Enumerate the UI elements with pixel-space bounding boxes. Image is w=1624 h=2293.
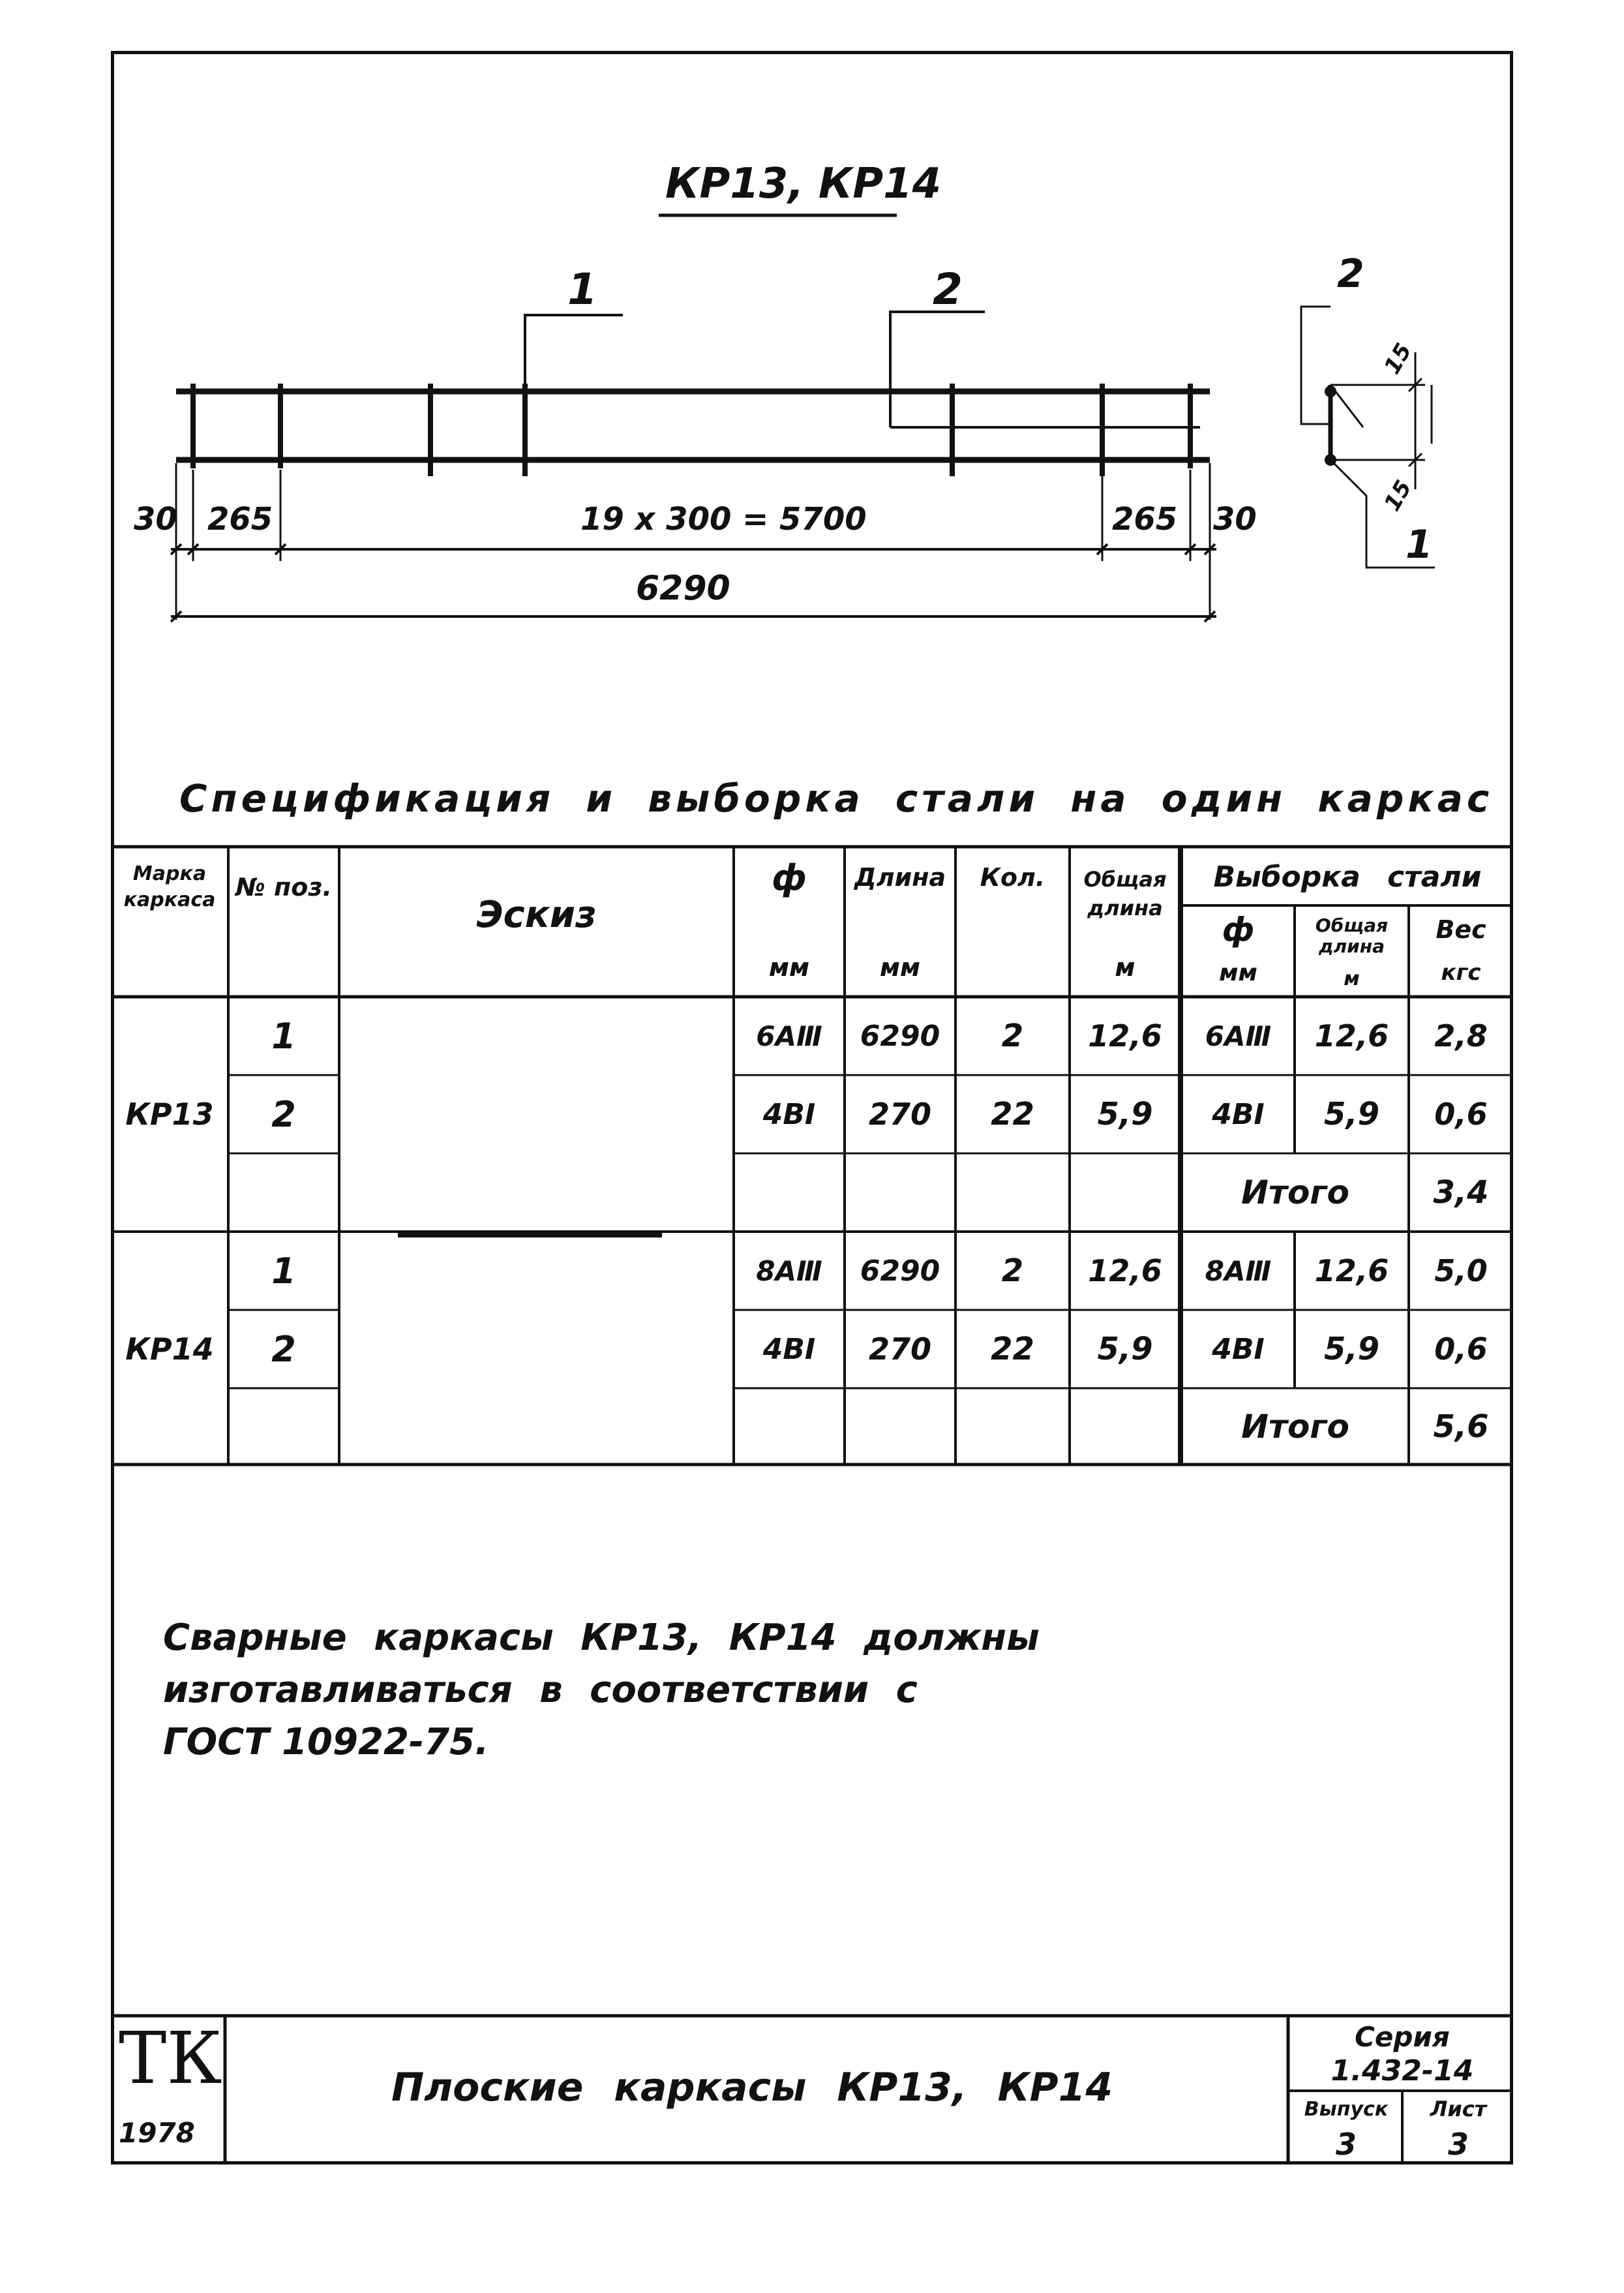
issue-label: Выпуск	[1304, 2097, 1389, 2121]
header-pos: № поз.	[235, 873, 332, 902]
kr14-row1-weight: 5,0	[1434, 1253, 1488, 1288]
dimension-30-left: 30	[134, 501, 177, 538]
dimension-265-left: 265	[207, 501, 273, 538]
section-dimension-15-bottom: 15	[1379, 476, 1417, 516]
kr14-row1-sel-d: 8АⅢ	[1205, 1254, 1272, 1287]
kr13-row2-pos: 2	[271, 1093, 296, 1135]
kr14-row1-len: 6290	[860, 1254, 940, 1288]
kr13-row2-d: 4ВI	[762, 1097, 816, 1131]
series-label: Серия	[1355, 2021, 1450, 2053]
kr14-row1-total: 12,6	[1088, 1253, 1162, 1288]
kr14-row2-sel-total: 5,9	[1323, 1331, 1380, 1367]
dimension-middle: 19 x 300 = 5700	[580, 501, 867, 538]
callout-1-leader	[525, 315, 623, 391]
section-dimension-15-top: 15	[1379, 339, 1417, 379]
kr13-row2-qty: 22	[991, 1096, 1034, 1132]
kr14-total-weight: 5,6	[1433, 1408, 1489, 1445]
header-sketch: Эскиз	[476, 894, 597, 936]
sheet-title: Плоские каркасы КР13, КР14	[391, 2065, 1113, 2110]
kr14-row1-qty: 2	[1001, 1253, 1024, 1289]
callout-2-leader	[890, 312, 985, 427]
kr13-row1-sel-d: 6АⅢ	[1205, 1020, 1272, 1052]
kr14-row2-len: 270	[868, 1331, 932, 1367]
note-line-1: Сварные каркасы КР13, КР14 должны	[163, 1617, 1040, 1659]
header-total-length: Общая длина	[1083, 867, 1167, 920]
mark-kr13: КР13	[125, 1097, 214, 1132]
header-selection: Выборка стали	[1213, 860, 1482, 894]
header-sel-diameter: ф	[1222, 911, 1255, 949]
series-value: 1.432-14	[1331, 2054, 1474, 2088]
drawing-title: КР13, КР14	[665, 160, 942, 208]
kr14-row2-d: 4ВI	[762, 1332, 816, 1366]
header-sel-total-unit: м	[1344, 967, 1360, 990]
header-qty: Кол.	[980, 863, 1045, 892]
kr14-total-label: Итого	[1241, 1407, 1349, 1446]
kr13-row1-len: 6290	[860, 1019, 940, 1053]
kr13-row1-qty: 2	[1001, 1018, 1024, 1054]
note-line-3: ГОСТ 10922-75.	[163, 1721, 489, 1763]
header-sel-total: Общая длина	[1315, 915, 1389, 957]
kr13-row1-d: 6АⅢ	[756, 1020, 822, 1052]
section-callout-1-label: 1	[1406, 522, 1433, 568]
header-sel-weight-unit: кгс	[1441, 960, 1481, 986]
header-sel-diameter-unit: мм	[1219, 959, 1257, 986]
kr13-row2-sel-d: 4ВI	[1212, 1097, 1265, 1131]
kr14-row2-qty: 22	[991, 1331, 1034, 1367]
section-bar-bottom	[1325, 454, 1336, 466]
kr14-row2-pos: 2	[271, 1328, 296, 1370]
callout-2-label: 2	[933, 264, 963, 314]
section-bar-top	[1325, 386, 1336, 397]
kr14-row1-sel-total: 12,6	[1314, 1253, 1389, 1288]
kr13-row2-total: 5,9	[1097, 1096, 1153, 1132]
header-length-unit: мм	[879, 952, 921, 982]
kr13-row2-len: 270	[868, 1097, 932, 1132]
section-callout-2-label: 2	[1337, 251, 1364, 297]
kr14-row2-sel-d: 4ВI	[1212, 1332, 1265, 1366]
header-sel-weight: Вес	[1436, 915, 1486, 944]
kr13-row1-weight: 2,8	[1434, 1018, 1488, 1054]
kr13-row1-total: 12,6	[1088, 1018, 1162, 1054]
header-length: Длина	[854, 863, 946, 892]
sheet-label: Лист	[1430, 2097, 1487, 2121]
kr14-row2-total: 5,9	[1097, 1331, 1153, 1367]
kr13-total-label: Итого	[1241, 1174, 1349, 1211]
kr13-row1-sel-total: 12,6	[1314, 1018, 1389, 1054]
header-mark: Марка каркаса	[123, 862, 216, 911]
issue-value: 3	[1335, 2127, 1357, 2162]
kr13-row2-weight: 0,6	[1434, 1097, 1488, 1132]
kr13-row2-sel-total: 5,9	[1323, 1096, 1380, 1132]
mark-kr14: КР14	[125, 1331, 214, 1367]
tk-year: 1978	[119, 2117, 195, 2149]
section-callout-2-leader	[1301, 307, 1331, 424]
kr14-row1-d: 8АⅢ	[756, 1254, 822, 1287]
dimension-total: 6290	[636, 569, 730, 608]
dimension-30-right: 30	[1213, 501, 1257, 538]
kr13-total-weight: 3,4	[1433, 1174, 1489, 1211]
sheet-value: 3	[1447, 2127, 1469, 2162]
header-diameter: ф	[772, 857, 807, 898]
dimension-265-right: 265	[1112, 501, 1178, 538]
header-total-length-unit: м	[1115, 952, 1135, 982]
tk-logo: ТК	[119, 2016, 222, 2100]
kr14-row2-weight: 0,6	[1434, 1331, 1488, 1367]
callout-1-label: 1	[567, 264, 597, 314]
kr13-row1-pos: 1	[271, 1015, 296, 1057]
header-diameter-unit: мм	[768, 952, 810, 982]
kr14-row1-pos: 1	[271, 1250, 296, 1292]
note-line-2: изготавливаться в соответствии с	[163, 1669, 918, 1711]
spec-title: Спецификация и выборка стали на один каркас	[179, 776, 1494, 821]
